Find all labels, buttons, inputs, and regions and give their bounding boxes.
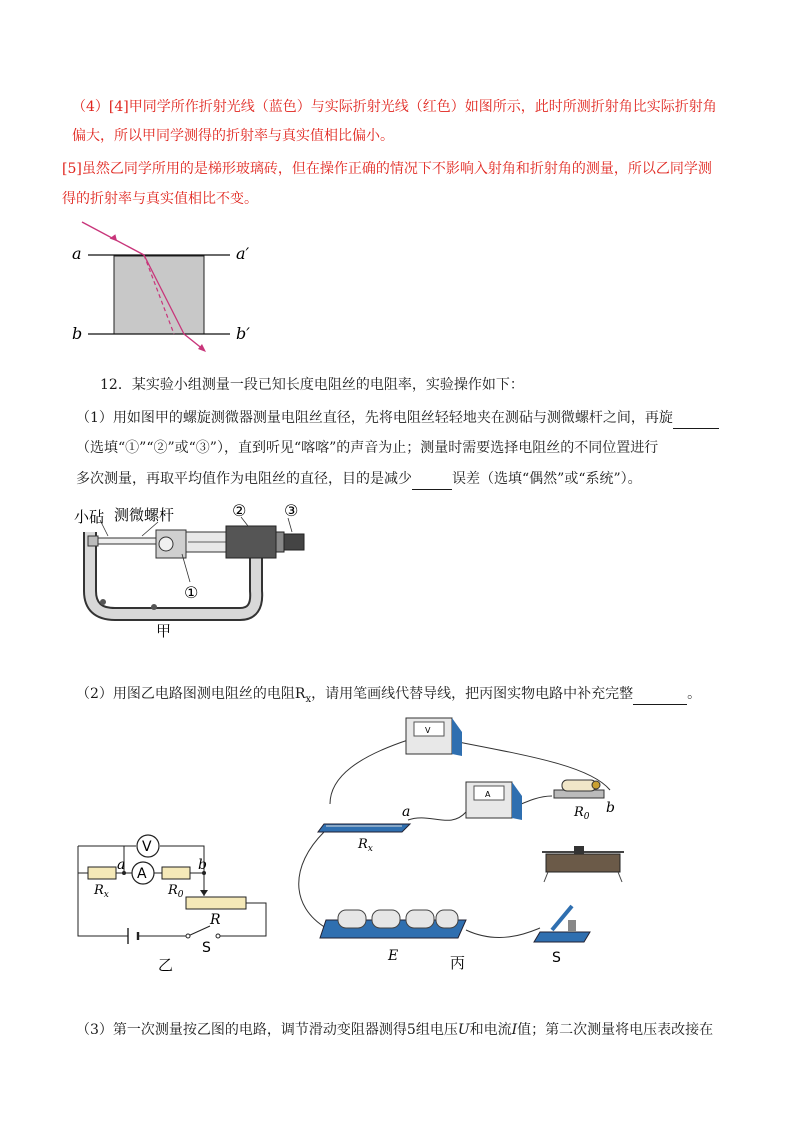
q2-subscript: x — [305, 693, 312, 705]
q3-symbol-i: I — [511, 1022, 518, 1038]
lock-knob — [159, 537, 173, 551]
ammeter-label: A — [137, 866, 147, 882]
label-rx: $R_x$ — [94, 883, 109, 900]
ratchet — [284, 534, 304, 550]
answer-p5-line2: 得的折射率与真实值相比不变。 — [62, 191, 258, 207]
switch-base — [534, 932, 590, 942]
label-3: ③ — [284, 501, 299, 520]
wire-rx-ammeter — [408, 812, 466, 820]
label-e: E — [388, 948, 399, 964]
label-b: b — [606, 800, 615, 816]
answer-p5-line1: [5]虽然乙同学所用的是梯形玻璃砖，但在操作正确的情况下不影响入射角和折射角的测量，所以乙同学测 — [62, 161, 712, 177]
physical-circuit — [290, 706, 630, 970]
q2-text-a: （2）用图乙电路图测电阻丝的电阻R — [76, 686, 306, 702]
q3-symbol-u: U — [457, 1022, 470, 1038]
label-2: ② — [232, 501, 247, 520]
label-r0: $R_0$ — [574, 805, 590, 822]
caption-jia: 甲 — [156, 622, 172, 640]
q1-text-c: 误差（选填“偶然”或“系统”）。 — [452, 471, 642, 487]
label-anvil: 小砧 — [74, 508, 105, 526]
label-spindle: 测微螺杆 — [114, 506, 175, 524]
label-s: S — [552, 950, 561, 966]
rheostat-device — [546, 854, 620, 872]
label-s: S — [202, 940, 211, 956]
battery-cell — [406, 910, 434, 928]
spindle — [98, 538, 156, 544]
battery-cell — [436, 910, 458, 928]
label-rx: $R_x$ — [358, 837, 373, 854]
caption-yi: 乙 — [158, 956, 174, 974]
anvil — [88, 536, 98, 546]
switch-blade — [188, 926, 210, 936]
q3-text-a: （3）第一次测量按乙图的电路，调节滑动变阻器测得5组电压 — [76, 1022, 458, 1038]
label-r: R — [210, 912, 221, 928]
label-b: b — [198, 857, 207, 873]
q3-text-b: 和电流 — [469, 1022, 512, 1038]
wire-voltmeter-left — [330, 740, 408, 804]
resistor-rx — [88, 867, 116, 879]
answer-blank-1[interactable] — [673, 408, 719, 429]
voltmeter-label: V — [425, 726, 431, 735]
battery-cell — [338, 910, 366, 928]
answer-p4-line1: （4）[4]甲同学所作折射光线（蓝色）与实际折射光线（红色）如图所示，此时所测折射角比实际折射角 — [72, 99, 717, 115]
q2-text-end: 。 — [687, 686, 702, 702]
q12-part1-line1 — [76, 408, 719, 429]
answer-blank-2[interactable] — [412, 469, 452, 490]
answer-p4-line2: 偏大，所以甲同学测得的折射率与真实值相比偏小。 — [72, 128, 394, 144]
exit-arrow-icon — [198, 344, 206, 352]
refraction-figure — [60, 218, 280, 358]
label-b-prime: b′ — [236, 324, 250, 343]
q3-text-c: 值；第二次测量将电压表改接在 — [517, 1022, 714, 1038]
micrometer-figure — [70, 496, 330, 646]
q2-text-b: ，请用笔画线代替导线，把丙图实物电路中补充完整 — [311, 686, 634, 702]
q12-part1-line3 — [76, 469, 642, 490]
label-a: a — [72, 244, 82, 263]
q1-text-b: 多次测量，再取平均值作为电阻丝的直径，目的是减少 — [76, 471, 412, 487]
wire-rx-battery — [299, 832, 326, 928]
q12-part3-line — [76, 1020, 713, 1040]
label-b: b — [72, 324, 83, 343]
label-a: a — [402, 804, 411, 820]
thimble — [226, 526, 276, 558]
circuit-diagram — [68, 826, 278, 976]
q1-text-a: （1）用如图甲的螺旋测微器测量电阻丝直径，先将电阻丝轻轻地夹在测砧与测微螺杆之间，再旋 — [76, 410, 673, 426]
ammeter-label: A — [485, 790, 491, 799]
resistor-r0 — [162, 867, 190, 879]
wire-battery-switch — [466, 928, 540, 937]
rheostat-symbol — [186, 897, 246, 909]
voltmeter-label: V — [142, 839, 152, 855]
q12-part1-line2: （选填“①”“②”或“③”），直到听见“喀喀”的声音为止；测量时需要选择电阻丝的不同位置进行 — [76, 440, 659, 456]
label-1: ① — [184, 583, 199, 602]
label-a: a — [117, 857, 126, 873]
label-a-prime: a′ — [236, 244, 250, 263]
caption-bing: 丙 — [450, 954, 466, 970]
q12-stem: 12．某实验小组测量一段已知长度电阻丝的电阻率，实验操作如下： — [100, 377, 524, 393]
rx-board — [318, 824, 410, 832]
label-r0: $R_0$ — [168, 883, 184, 900]
battery-cell — [372, 910, 400, 928]
answer-blank-3[interactable] — [633, 684, 687, 705]
r0-resistor — [562, 780, 596, 791]
